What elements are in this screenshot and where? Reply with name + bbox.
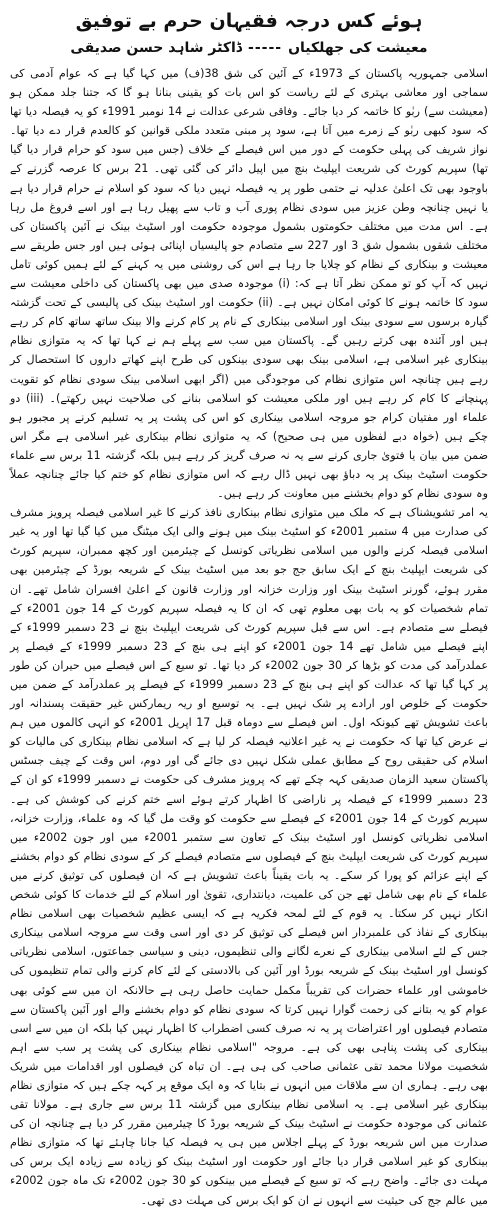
byline	[10, 38, 488, 58]
article-paragraph-1: اسلامی جمہوریہ پاکستان کے 1973ء کے آئین کی شق 38(ف) میں کہا گیا ہے کہ عوام آدمی کی سماجی اور معاشی بہتری کے لئے ریاست کو اس بات کو یقینی بنانا ہو گا کہ جتنا جلد ممکن ہو (معیشت سے) ربٰو کا خاتمہ کر دیا جائے۔ وفاقی شرعی عدالت نے 14 نومبر 1991ء کو یہ فیصلہ دیا تھا کہ سود کبھی ربٰو کے زمرے میں آتا ہے، سود پر مبنی متعدد ملکی قوانین کو کالعدم قرار دے دیا تھا۔ نواز شریف کی پہلی حکومت کے دور میں اس فیصلے کے خلاف (جس میں سود کو حرام قرار دیا گیا تھا) سپریم کورٹ کی شریعت ایپلیٹ بنچ میں اپیل دائر کی گئی تھی۔ 21 برس کا عرصہ گزرنے کے باوجود بھی تک اعلیٰ عدلیہ نے حتمی طور پر یہ فیصلہ نہیں دیا کہ سود کو اسلام نے حرام قرار دیا ہے یا نہیں چنانچہ وطن عزیز میں سودی نظام پوری آب و تاب سے پھیل رہا ہے اور اسے فروغ مل رہا ہے۔ اس مدت میں مختلف حکومتوں بشمول موجودہ حکومت اور اسٹیٹ بینک نے آئین پاکستان کی مختلف شقوں بشمول شق 3 اور 227 سے متصادم جو پالیسیاں اپنائی ہوئی ہیں اور جس طریقے سے معیشت و بینکاری کے نظام کو چلایا جا رہا ہے اس کی روشنی میں یہ کہنے کے لئے ہمیں کوئی تامل نہیں کہ آپ کو تو ممکن نظر آتا ہے کہ: (i) موجودہ صدی میں بھی پاکستان کی داخلی معیشت سے سود کا خاتمہ ہونے کا کوئی امکان نہیں ہے۔ (ii) حکومت اور اسٹیٹ بینک کی پالیسی کے تحت گزشتہ گیارہ برسوں سے سودی بینک اور اسلامی بینکاری کے نام پر کام کرنے والا بینک ساتھ ساتھ کام کر رہے ہیں اور آئندہ بھی کرتے رہیں گے۔ پاکستان میں سب سے پہلے ہم نے کہا تھا کہ یہ متوازی نظام بینکاری غیر اسلامی ہے، اسلامی بینک بھی سودی بینکوں کی طرح اپنے کھاتے داروں کا استحصال کر رہے ہیں چنانچہ اس متوازی نظام کی موجودگی میں (اگر ابھی اسلامی بینک سودی نظام کو تقویت پہنچانے کا کام کر رہے ہیں اور ملکی معیشت کو اسلامی بنانے کی صلاحیت نہیں رکھتے)۔ (iii) دو علماء اور مفتیان کرام جو مروجہ اسلامی بینکاری کو اس کی پشت پر یہ تسلیم کرنے پر مجبور ہو چکے ہیں (خواہ دبے لفظوں میں ہی صحیح) کہ یہ متوازی نظام بینکاری غیر اسلامی ہے مگر اس ضمن میں بیان یا فتویٰ جاری کرنے سے یہ نہ صرف گریز کر رہے ہیں بلکہ گزشتہ 11 برس سے علماء حکومت اسٹیٹ بینک پر یہ دباؤ بھی نہیں ڈال رہے کہ اس متوازی نظام کو ختم کیا جائے چنانچہ عملاً وہ سودی نظام کو دوام بخشنے میں معاونت کر رہے ہیں۔	[10, 67, 489, 501]
column-name: معیشت کی جھلکیاں	[288, 40, 428, 56]
article-headline: ہوئے کس درجہ فقیہان حرم بے توفیق	[75, 10, 423, 32]
byline-separator: -----	[248, 40, 283, 56]
author-name: ڈاکٹر شاہد حسن صدیقی	[70, 40, 243, 56]
article-paragraph-2: یہ امر تشویشناک ہے کہ ملک میں متوازی نظام بینکاری نافذ کرنے کا غیر اسلامی فیصلہ پرویز مشرف کی صدارت میں 4 ستمبر 2001ء کو اسٹیٹ بینک میں ہونے والی ایک میٹنگ میں کیا گیا تھا اور یہ غیر اسلامی فیصلہ کرنے والوں میں اسلامی نظریاتی کونسل کے چیئرمین اور کچھ ممبران، سپریم کورٹ کی شریعت ایپلیٹ بنچ کے ایک سابق جج جو بعد میں اسٹیٹ بینک کے شریعہ بورڈ کے چیئرمین بھی مقرر ہوئے، گورنر اسٹیٹ بینک اور وزارت خزانہ اور وزارت قانون کے اعلیٰ افسران شامل تھے۔ ان تمام شخصیات کو یہ بات بھی معلوم تھی کہ ان کا یہ فیصلہ سپریم کورٹ کے 14 جون 2001ء کے فیصلے سے متصادم ہے۔ اس سے قبل سپریم کورٹ کی شریعت ایپلیٹ بنچ نے 23 دسمبر 1999ء کے اپنے فیصلے میں شامل تھے 14 جون 2001ء کو اپنے ہی بنچ کے 23 دسمبر 1999ء کے فیصلے پر عملدرآمد کی مدت کو بڑھا کر 30 جون 2002ء کر دیا تھا۔ تو سیع کے اس فیصلے میں حیران کن طور پر کہا گیا تھا کہ عدالت کو اپنے ہی بنچ کے 23 دسمبر 1999ء کے فیصلے پر عملدرآمد کے ضمن میں حکومت کے خلوص اور ارادے پر شک نہیں ہے۔ یہ توسیع او ریہ ریمارکس غیر حقیقت پسندانہ اور باعث تشویش تھے کیونکہ اول۔ اس فیصلے سے دوماہ قبل 17 اپریل 2001ء کو انہی کالموں میں ہم نے عرض کیا تھا کہ حکومت نے یہ غیر اعلانیہ فیصلہ کر لیا ہے کہ اسلامی نظام بینکاری کی مالیات کو اسلام کی حقیقی روح کے مطابق عملی شکل نہیں دی جائے گی اور دوم، اس وقت کے چیف جسٹس پاکستان سعید الزمان صدیقی کہہ چکے تھے کہ پرویز مشرف کی حکومت نے دسمبر 1999ء کو ان کے 23 دسمبر 1999ء کے فیصلہ پر ناراضی کا اظہار کرتے ہوئے اسے ختم کرنے کی کوشش کی ہے۔ سپریم کورٹ کے 14 جون 2001ء کے فیصلے سے حکومت کو وقت مل گیا کہ وہ علماء، وزارت خزانہ، اسلامی نظریاتی کونسل اور اسٹیٹ بینک کے تعاون سے ستمبر 2001ء میں اور جون 2002ء میں سپریم کورٹ کی شریعت ایپلیٹ بنچ کے فیصلوں سے متصادم فیصلے کر کے سودی نظام کو دوام بخشنے کے اپنے عزائم کو پورا کر سکے۔ یہ بات یقیناً باعث تشویش ہے کہ ان فیصلوں کی توثیق کرنے میں علماء کے نام بھی شامل تھے جن کی علمیت، دیانتداری، تقویٰ اور اسلام کے لئے خدمات کا کوئی شخص انکار نہیں کر سکتا۔ یہ قوم کے لئے لمحہ فکریہ ہے کہ ایسی عظیم شخصیات بھی اسلامی نظام بینکاری کے نفاذ کی علمبردار اس فیصلے کی توثیق کر دی اور اسی وقت سے مروجہ اسلامی بینکاری جس کے لئے اسلامی بینکاری کے نعرے لگانے والی تنظیموں، دینی و سیاسی جماعتوں، اسلامی نظریاتی کونسل اور اسٹیٹ بینک کے شریعہ بورڈ اور آئین کی بالادستی کے لئے کام کرنے والی تمام تنظیموں کی خاموشی اور علماء حضرات کی تقریباً مکمل حمایت حاصل رہی ہے حالانکہ ان میں سے کوئی بھی عوام کو یہ بتانے کی زحمت گوارا نہیں کرتا کہ سودی نظام کو دوام بخشنے والے اور آئین پاکستان سے متصادم فیصلوں اور اعتراضات پر یہ نہ صرف کسی اضطراب کا اظہار نہیں کیا بلکہ ان میں سے اسی بینکاری کی پشت پناہی بھی کی ہے۔ مروجہ "اسلامی نظام بینکاری کی پشت پر سب سے اہم شخصیت مولانا محمد تقی عثمانی صاحب کی ہی ہے۔ ان تباہ کن فیصلوں اور اقدامات میں شریک بھی رہے۔ ہماری ان سے ملاقات میں انہوں نے بتایا کہ وہ ایک موقع پر کہہ چکے ہیں کہ متوازی نظام بینکاری غیر اسلامی ہے۔ یہ اسلامی نظام بینکاری میں گزشتہ 11 برس سے جاری ہے۔ مولانا تقی عثمانی کی موجودہ حکومت نے اسٹیٹ بینک کے شریعہ بورڈ کا چیئرمین مقرر کر دیا ہے چنانچہ ان کی صدارت میں اس شریعہ بورڈ کے پہلے اجلاس میں ہی یہ فیصلہ کیا جانا چاہئے تھا کہ متوازی نظام بینکاری کو غیر اسلامی قرار دیا جائے اور حکومت اور اسٹیٹ بینک کو زیادہ سے زیادہ ایک برس کی مہلت دی جائے۔ واضح رہے کہ تو سیع کے فیصلے میں بینکوں کو 30 جون 2002ء تک ماہ جون 2002ء میں عالم جج کی حیثیت سے انہوں نے ان کو ایک برس کی مہلت دی تھی۔	[10, 506, 489, 1207]
